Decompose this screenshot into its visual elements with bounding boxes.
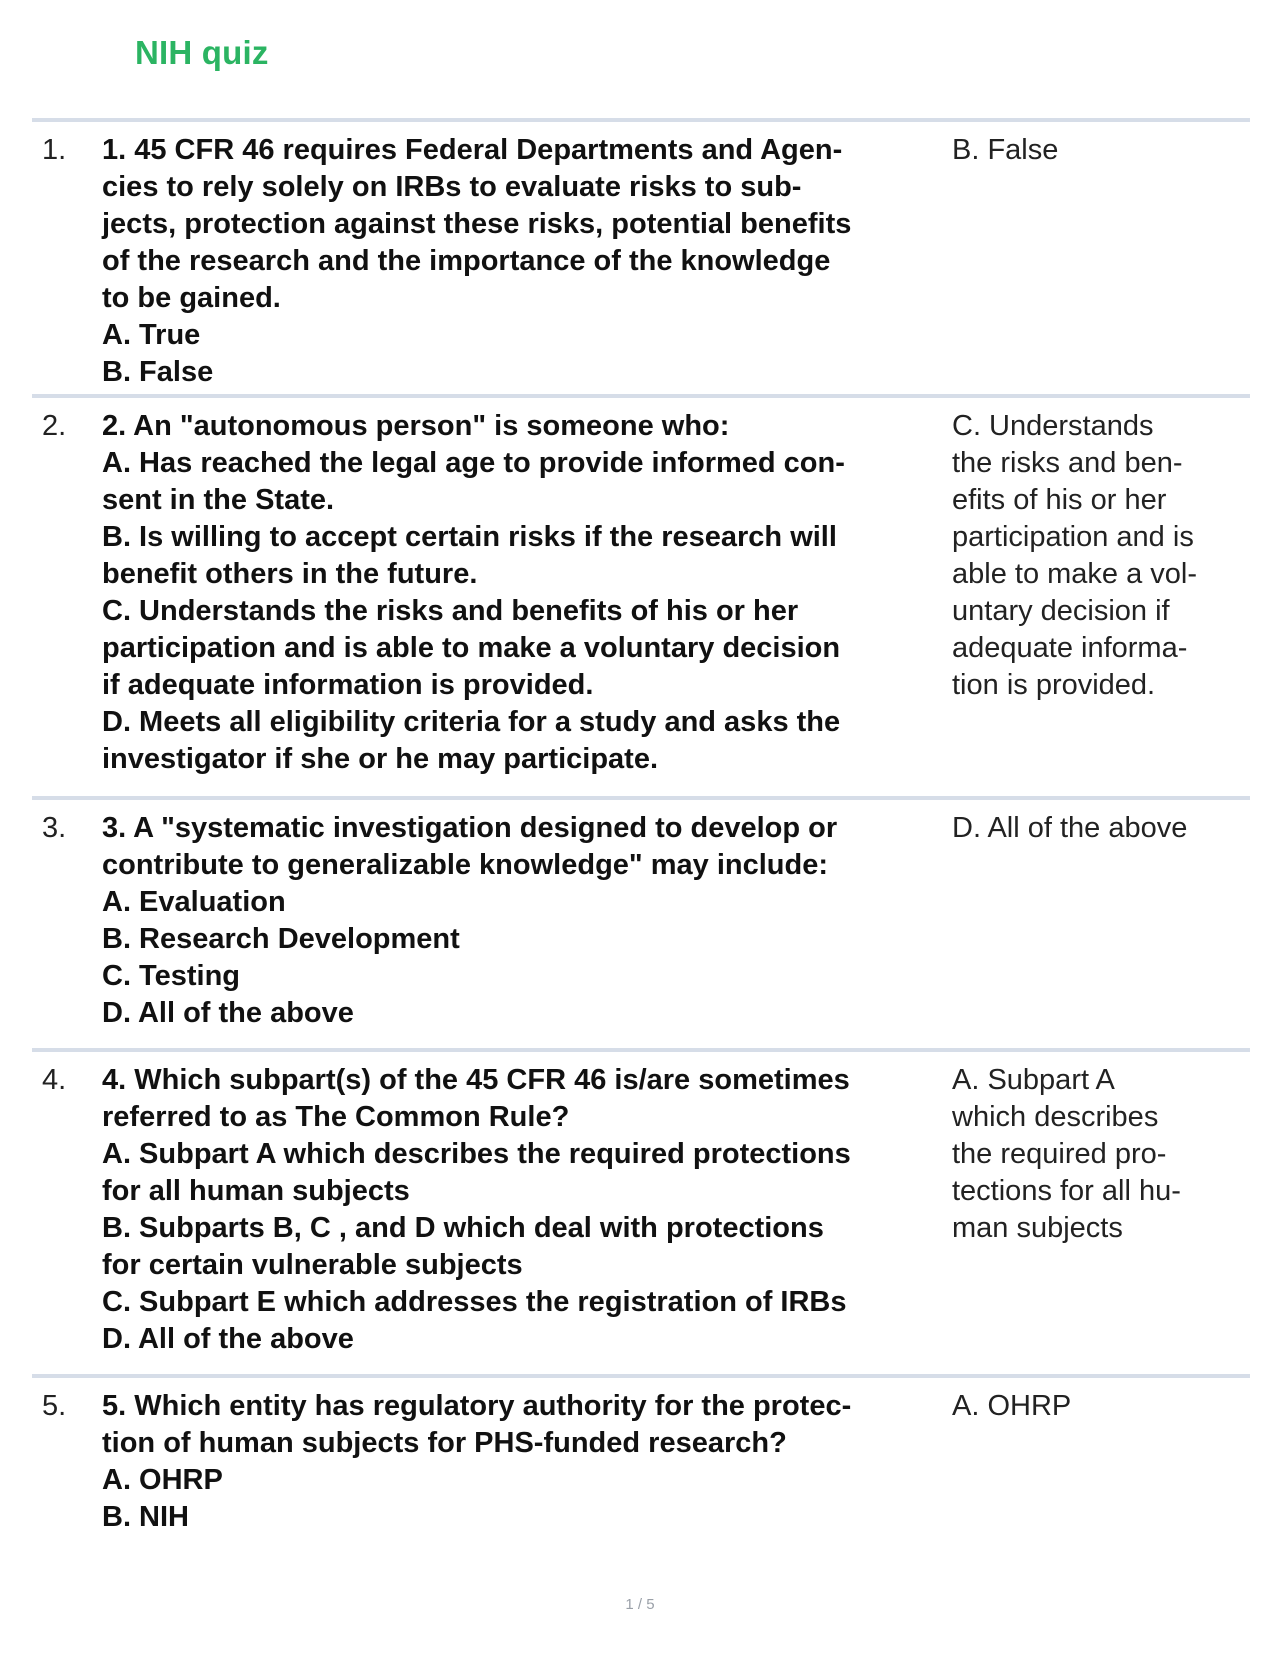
answer-line: tections for all hu- [952, 1175, 1181, 1207]
card-number: 4. [42, 1064, 67, 1096]
question-line: referred to as The Common Rule? [102, 1101, 570, 1133]
question-line: for certain vulnerable subjects [102, 1249, 523, 1281]
card-answer [952, 408, 1242, 704]
card-question [102, 1388, 942, 1536]
answer-line: the risks and ben- [952, 447, 1183, 479]
question-line: B. Subparts B, C , and D which deal with protections [102, 1212, 824, 1244]
question-line: 1. 45 CFR 46 requires Federal Departments and Agen- [102, 134, 843, 166]
flashcard-list [32, 118, 1250, 1554]
answer-line: which describes [952, 1101, 1159, 1133]
answer-line: B. False [952, 134, 1059, 166]
card-answer [952, 1062, 1242, 1247]
question-line: to be gained. [102, 282, 281, 314]
question-line: D. All of the above [102, 997, 354, 1029]
flashcard [32, 118, 1250, 394]
flashcard [32, 1374, 1250, 1554]
question-line: contribute to generalizable knowledge" may include: [102, 849, 828, 881]
question-line: for all human subjects [102, 1175, 410, 1207]
answer-line: untary decision if [952, 595, 1170, 627]
question-line: 3. A "systematic investigation designed to develop or [102, 812, 838, 844]
card-number: 5. [42, 1390, 67, 1422]
question-line: sent in the State. [102, 484, 335, 516]
question-line: C. Understands the risks and benefits of his or her [102, 595, 799, 627]
answer-line: adequate informa- [952, 632, 1188, 664]
answer-line: able to make a vol- [952, 558, 1198, 590]
question-line: 2. An "autonomous person" is someone who: [102, 410, 730, 442]
question-line: D. All of the above [102, 1323, 354, 1355]
question-line: A. Evaluation [102, 886, 286, 918]
answer-line: the required pro- [952, 1138, 1167, 1170]
card-question [102, 408, 942, 778]
question-line: B. False [102, 356, 214, 388]
answer-line: man subjects [952, 1212, 1123, 1244]
answer-line: C. Understands [952, 410, 1154, 442]
question-line: A. OHRP [102, 1464, 223, 1496]
question-line: of the research and the importance of the knowledge [102, 245, 831, 277]
question-line: B. Is willing to accept certain risks if the research will [102, 521, 837, 553]
card-answer [952, 810, 1242, 847]
card-question [102, 132, 942, 391]
question-line: investigator if she or he may participate. [102, 743, 658, 775]
question-line: B. NIH [102, 1501, 189, 1533]
question-line: A. True [102, 319, 201, 351]
question-line: 5. Which entity has regulatory authority for the protec- [102, 1390, 852, 1422]
question-line: D. Meets all eligibility criteria for a study and asks the [102, 706, 841, 738]
flashcard [32, 394, 1250, 796]
question-line: tion of human subjects for PHS-funded research? [102, 1427, 787, 1459]
question-line: 4. Which subpart(s) of the 45 CFR 46 is/are sometimes [102, 1064, 850, 1096]
answer-line: A. OHRP [952, 1390, 1072, 1422]
question-line: participation and is able to make a voluntary decision [102, 632, 841, 664]
question-line: jects, protection against these risks, potential benefits [102, 208, 852, 240]
question-line: C. Testing [102, 960, 241, 992]
flashcard [32, 796, 1250, 1048]
card-number: 3. [42, 812, 67, 844]
question-line: if adequate information is provided. [102, 669, 594, 701]
question-line: C. Subpart E which addresses the registration of IRBs [102, 1286, 847, 1318]
answer-line: D. All of the above [952, 812, 1188, 844]
question-line: cies to rely solely on IRBs to evaluate risks to sub- [102, 171, 802, 203]
document-title: NIH quiz [135, 34, 269, 71]
card-number: 2. [42, 410, 67, 442]
answer-line: efits of his or her [952, 484, 1167, 516]
flashcard [32, 1048, 1250, 1374]
question-line: A. Has reached the legal age to provide informed con- [102, 447, 845, 479]
page-indicator: 1 / 5 [625, 1596, 655, 1613]
question-line: B. Research Development [102, 923, 460, 955]
card-answer [952, 132, 1242, 169]
card-question [102, 1062, 942, 1358]
answer-line: A. Subpart A [952, 1064, 1115, 1096]
answer-line: tion is provided. [952, 669, 1156, 701]
card-question [102, 810, 942, 1032]
card-answer [952, 1388, 1242, 1425]
answer-line: participation and is [952, 521, 1194, 553]
question-line: benefit others in the future. [102, 558, 478, 590]
card-number: 1. [42, 134, 67, 166]
question-line: A. Subpart A which describes the required protections [102, 1138, 851, 1170]
